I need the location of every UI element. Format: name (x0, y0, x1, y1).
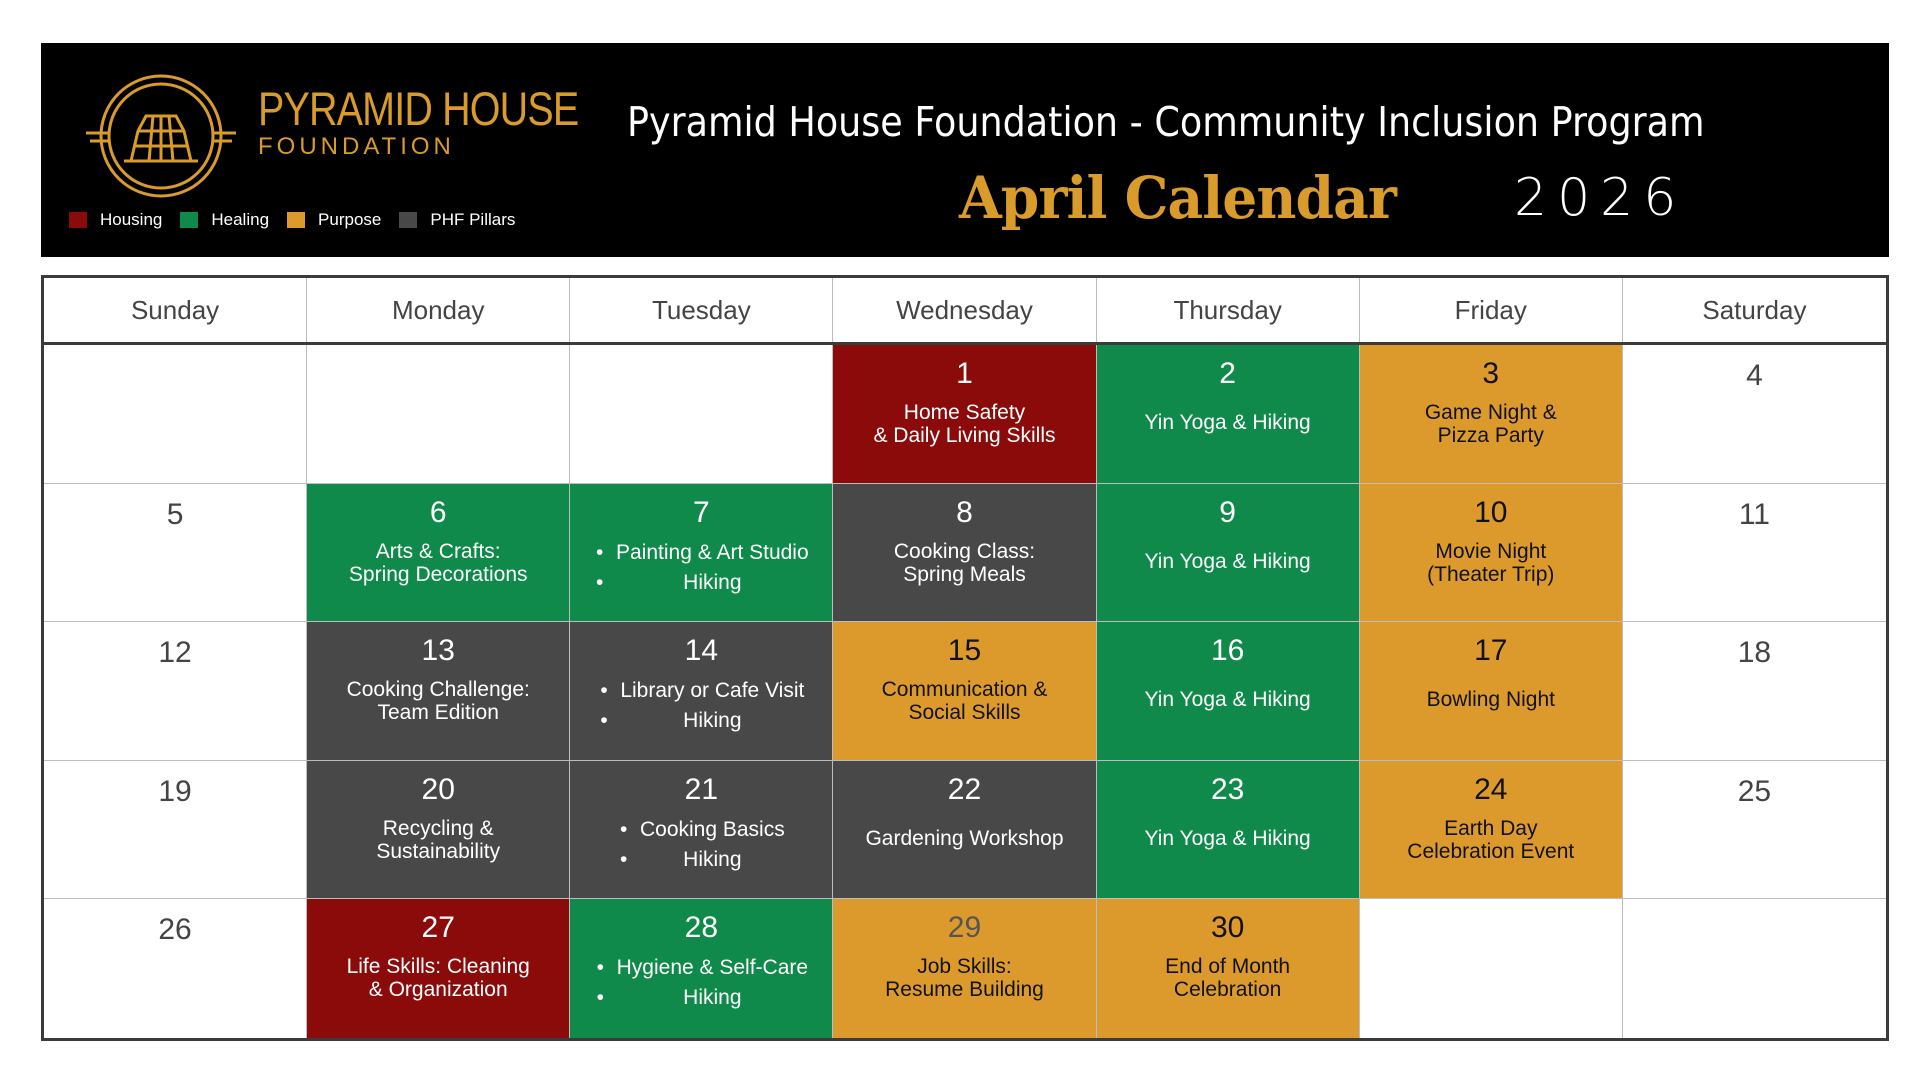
weekday-header-tuesday: Tuesday (570, 278, 833, 342)
day-cell-26[interactable] (44, 899, 307, 1038)
event-list-item: • Hiking (598, 706, 804, 736)
day-cell-12[interactable] (44, 622, 307, 761)
day-number: 27 (421, 911, 455, 945)
event-title: Game Night & Pizza Party (1424, 401, 1557, 447)
day-cell-15[interactable] (833, 622, 1096, 761)
day-number: 20 (421, 772, 455, 806)
logo-name: PYRAMID HOUSE (258, 82, 579, 135)
legend-label: PHF Pillars (430, 210, 516, 229)
weekday-header-sunday: Sunday (44, 278, 307, 342)
weekday-header-saturday: Saturday (1702, 294, 1807, 325)
weekday-header-friday: Friday (1360, 278, 1623, 342)
event-title: Bowling Night (1426, 688, 1555, 712)
day-cell-6[interactable] (307, 484, 570, 623)
event-list-item: • Hiking (594, 568, 809, 598)
day-number: 5 (166, 497, 184, 531)
empty-day-cell[interactable] (570, 345, 833, 484)
event-list-item: • Cooking Basics (618, 815, 785, 845)
legend-swatch (69, 212, 87, 228)
day-cell-18[interactable] (1623, 622, 1886, 761)
pyramid-house-logo-icon (86, 61, 236, 211)
legend-swatch (180, 212, 198, 228)
day-cell-3[interactable] (1360, 345, 1623, 484)
event-title: Recycling & Sustainability (376, 816, 501, 863)
day-cell-23[interactable] (1097, 761, 1360, 900)
year-label: 2026 (1514, 168, 1687, 228)
day-cell-19[interactable] (44, 761, 307, 900)
day-number: 10 (1474, 495, 1508, 529)
day-number: 7 (693, 495, 710, 529)
day-cell-24[interactable] (1360, 761, 1623, 900)
event-title: End of Month Celebration (1165, 955, 1291, 1002)
day-cell-1[interactable] (833, 345, 1096, 484)
day-cell-10[interactable] (1360, 484, 1623, 623)
day-number: 8 (956, 495, 973, 529)
day-cell-29[interactable] (833, 899, 1096, 1038)
day-cell-2[interactable] (1097, 345, 1360, 484)
event-title: Job Skills: Resume Building (885, 955, 1044, 1002)
weekday-header-wednesday: Wednesday (833, 278, 1096, 342)
legend-swatch (287, 212, 305, 228)
legend (69, 210, 533, 230)
day-number: 19 (158, 774, 192, 808)
day-number: 25 (1737, 774, 1772, 808)
event-title: Gardening Workshop (865, 826, 1064, 850)
event-list-item: • Hiking (618, 845, 785, 875)
day-number: 18 (1737, 636, 1772, 670)
event-list-item: • Library or Cafe Visit (598, 676, 804, 706)
event-title: Life Skills: Cleaning & Organization (346, 955, 530, 1002)
legend-swatch (399, 212, 417, 228)
event-title: Home Safety & Daily Living Skills (873, 401, 1056, 447)
day-number: 12 (158, 636, 192, 670)
day-number: 1 (956, 357, 973, 390)
event-list-item: • Painting & Art Studio (594, 538, 809, 568)
day-number: 21 (684, 772, 719, 806)
event-title: Cooking Class: Spring Meals (893, 539, 1036, 586)
weekday-header-row (44, 278, 1886, 345)
legend-label: Purpose (318, 210, 382, 229)
empty-day-cell[interactable] (1623, 899, 1886, 1038)
day-number: 23 (1210, 772, 1245, 806)
logo-subtitle: FOUNDATION (258, 133, 455, 160)
event-list-item: • Hygiene & Self-Care (595, 953, 808, 983)
day-cell-16[interactable] (1097, 622, 1360, 761)
day-number: 17 (1474, 634, 1508, 668)
day-cell-17[interactable] (1360, 622, 1623, 761)
calendar-header (41, 43, 1889, 257)
legend-item-purpose (287, 210, 381, 230)
legend-item-phf-pillars (399, 210, 515, 230)
day-number: 9 (1219, 495, 1236, 529)
day-cell-20[interactable] (307, 761, 570, 900)
day-number: 3 (1482, 357, 1500, 390)
event-list (598, 676, 804, 736)
event-title: Yin Yoga & Hiking (1144, 411, 1311, 434)
day-number: 14 (684, 634, 719, 668)
day-number: 6 (429, 495, 447, 529)
day-number: 11 (1738, 497, 1770, 531)
day-cell-11[interactable] (1623, 484, 1886, 623)
event-title: Yin Yoga & Hiking (1144, 826, 1311, 850)
calendar-grid (41, 275, 1889, 1041)
day-cell-27[interactable] (307, 899, 570, 1038)
day-cell-30[interactable] (1097, 899, 1360, 1038)
day-cell-8[interactable] (833, 484, 1096, 623)
event-title: Earth Day Celebration Event (1407, 816, 1575, 863)
day-number: 29 (947, 911, 982, 945)
day-number: 26 (158, 913, 192, 947)
legend-item-healing (180, 210, 269, 230)
day-number: 24 (1474, 772, 1508, 806)
day-number: 22 (947, 772, 982, 806)
event-list (594, 538, 809, 598)
event-title: Communication & Social Skills (881, 678, 1048, 725)
legend-item-housing (69, 210, 162, 230)
event-title: Arts & Crafts: Spring Decorations (348, 539, 528, 586)
day-number: 28 (684, 911, 719, 945)
day-number: 30 (1210, 911, 1245, 945)
event-list-item: • Hiking (595, 983, 808, 1013)
empty-day-cell[interactable] (307, 345, 570, 484)
day-cell-28[interactable] (570, 899, 833, 1038)
day-number: 15 (947, 634, 982, 668)
day-cell-4[interactable] (1623, 345, 1886, 484)
page-title: Pyramid House Foundation - Community Inclusion Program (627, 98, 1705, 146)
event-title: Yin Yoga & Hiking (1144, 688, 1311, 712)
day-cell-7[interactable] (570, 484, 833, 623)
weekday-header-thursday: Thursday (1097, 278, 1360, 342)
day-cell-9[interactable] (1097, 484, 1360, 623)
day-cell-22[interactable] (833, 761, 1096, 900)
legend-label: Healing (211, 210, 270, 229)
event-title: Yin Yoga & Hiking (1144, 549, 1311, 573)
legend-label: Housing (100, 210, 163, 229)
day-cell-25[interactable] (1623, 761, 1886, 900)
month-title: April Calendar (959, 164, 1396, 232)
day-cell-21[interactable] (570, 761, 833, 900)
day-number: 4 (1746, 359, 1763, 392)
event-title: Movie Night (Theater Trip) (1427, 539, 1555, 586)
day-number: 16 (1210, 634, 1245, 668)
day-cell-5[interactable] (44, 484, 307, 623)
day-number: 13 (421, 634, 455, 668)
day-number: 2 (1219, 357, 1236, 390)
event-list (595, 953, 808, 1013)
empty-day-cell[interactable] (1360, 899, 1623, 1038)
event-list (618, 815, 785, 875)
event-title: Cooking Challenge: Team Edition (346, 678, 530, 725)
empty-day-cell[interactable] (44, 345, 307, 484)
day-cell-13[interactable] (307, 622, 570, 761)
day-cell-14[interactable] (570, 622, 833, 761)
weekday-header-monday: Monday (307, 278, 570, 342)
